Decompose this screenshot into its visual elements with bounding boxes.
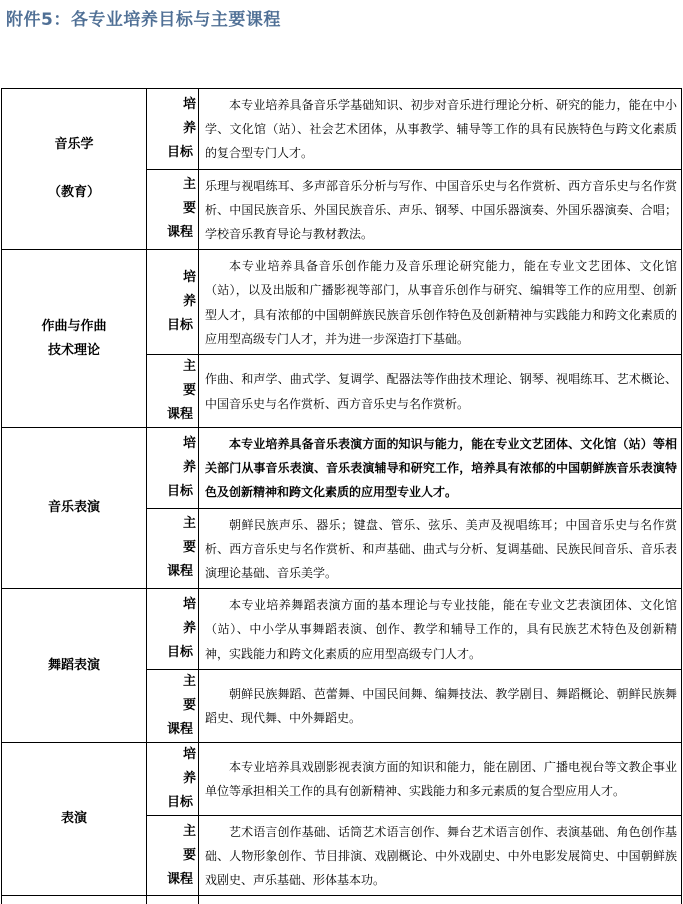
major-name bbox=[2, 250, 147, 428]
courses-label: 主要 课程 bbox=[147, 669, 199, 742]
goal-label: 培养 目标 bbox=[147, 589, 199, 670]
goal-label: 培养 目标 bbox=[147, 428, 199, 509]
major-name-line2: 技术理论 bbox=[47, 342, 100, 358]
courses-label: 主要 课程 bbox=[147, 508, 199, 589]
goal-label: 培养 目标 bbox=[147, 250, 199, 355]
major-name-line1: 表演 bbox=[60, 811, 87, 827]
table-row bbox=[2, 742, 682, 815]
page-title: 附件5：各专业培养目标与主要课程 bbox=[6, 10, 281, 30]
major-name-line1: 音乐学 bbox=[54, 137, 94, 153]
major-name bbox=[2, 742, 147, 896]
courses-text: 朝鲜民族声乐、器乐；键盘、管乐、弦乐、美声及视唱练耳；中国音乐史与名作赏析、西方音乐史与名作赏析、和声基础、曲式与分析、复调基础、民族民间音乐、音乐表演理论基础、音乐美学。 bbox=[199, 508, 682, 589]
goal-text: 本专业培养具戏剧影视表演方面的知识和能力，能在剧团、广播电视台等文教企事业单位等承担相关工作的具有创新精神、实践能力和多元素质的复合型应用人才。 bbox=[199, 742, 682, 815]
goal-text: 本专业培养具备音乐学基础知识、初步对音乐进行理论分析、研究的能力，能在中小学、文化馆（站）、社会艺术团体，从事教学、辅导等工作的具有民族特色与跨文化素质的复合型专门人才。 bbox=[199, 89, 682, 170]
major-name-line1: 舞蹈表演 bbox=[47, 657, 100, 673]
major-name bbox=[2, 428, 147, 589]
goal-label: 培养 目标 bbox=[147, 89, 199, 170]
major-name-line1: 音乐表演 bbox=[47, 500, 100, 516]
major-name bbox=[2, 89, 147, 250]
courses-label: 主要 课程 bbox=[147, 355, 199, 428]
major-name bbox=[2, 589, 147, 743]
goal-text: 本专业培养具备音乐表演方面的知识与能力，能在专业文艺团体、文化馆（站）等相关部门从事音乐表演、音乐表演辅导和研究工作，培养具有浓郁的中国朝鲜族音乐表演特色及创新精神和跨文化素质的应用型专业人才。 bbox=[199, 428, 682, 509]
table-row bbox=[2, 589, 682, 670]
table-row bbox=[2, 428, 682, 509]
table-row bbox=[2, 250, 682, 355]
courses-label: 主要 课程 bbox=[147, 815, 199, 896]
courses-label: 主要 课程 bbox=[147, 169, 199, 250]
courses-text: 朝鲜民族舞蹈、芭蕾舞、中国民间舞、编舞技法、教学剧目、舞蹈概论、朝鲜民族舞蹈史、现代舞、中外舞蹈史。 bbox=[199, 669, 682, 742]
goal-label: 培养 目标 bbox=[147, 742, 199, 815]
courses-text: 艺术语言创作基础、话筒艺术语言创作、舞台艺术语言创作、表演基础、角色创作基础、人物形象创作、节目排演、戏剧概论、中外戏剧史、中外电影发展简史、中国朝鲜族戏剧史、声乐基础、形体基本功。 bbox=[199, 815, 682, 896]
courses-text: 乐理与视唱练耳、多声部音乐分析与写作、中国音乐史与名作赏析、西方音乐史与名作赏析、中国民族音乐、外国民族音乐、声乐、钢琴、中国乐器演奏、外国乐器演奏、合唱；学校音乐教育导论与教材教法。 bbox=[199, 169, 682, 250]
table-row-partial bbox=[2, 896, 682, 904]
goal-text: 本专业培养舞蹈表演方面的基本理论与专业技能，能在专业文艺表演团体、文化馆（站）、中小学从事舞蹈表演、创作、教学和辅导工作的，具有民族艺术特色及创新精神，实践能力和跨文化素质的应用型高级专门人才。 bbox=[199, 589, 682, 670]
table-row bbox=[2, 89, 682, 170]
goal-text: 本专业培养具备音乐创作能力及音乐理论研究能力，能在专业文艺团体、文化馆（站），以及出版和广播影视等部门，从事音乐创作与研究、编辑等工作的应用型、创新型人才，具有浓郁的中国朝鲜族民族音乐创作特色及创新精神与实践能力和跨文化素质的应用型高级专门人才，并为进一步深造打下基础。 bbox=[199, 250, 682, 355]
major-name-line2: （教育） bbox=[47, 185, 100, 201]
curriculum-table bbox=[1, 88, 682, 904]
major-name-line1: 作曲与作曲 bbox=[41, 318, 107, 334]
courses-text: 作曲、和声学、曲式学、复调学、配器法等作曲技术理论、钢琴、视唱练耳、艺术概论、中国音乐史与名作赏析、西方音乐史与名作赏析。 bbox=[199, 355, 682, 428]
